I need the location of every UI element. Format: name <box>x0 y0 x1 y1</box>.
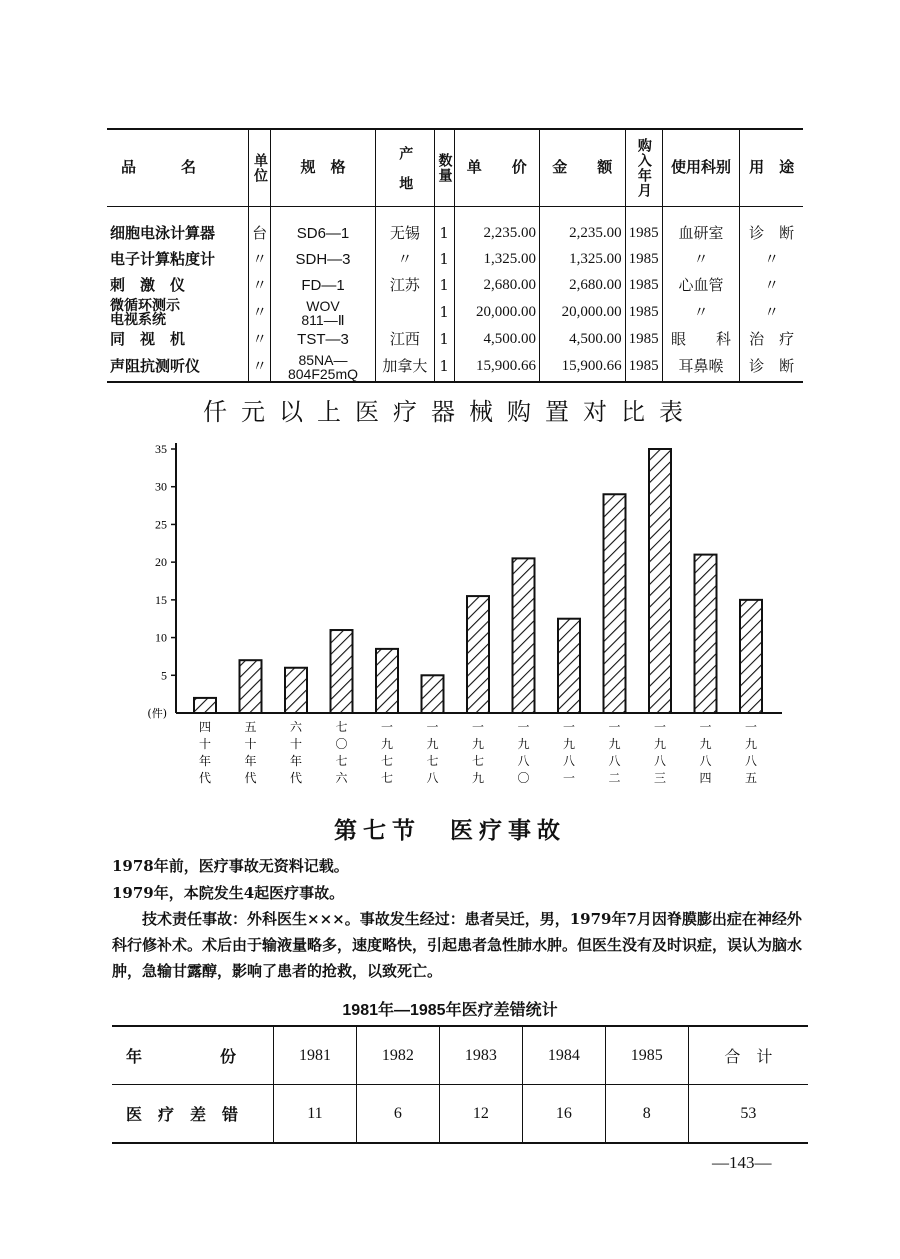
value-cell: 12 <box>439 1085 522 1144</box>
x-tick-label: 八 <box>562 754 576 768</box>
cell-qty: 1 <box>434 327 454 353</box>
cell-name: 刺 激 仪 <box>110 276 186 295</box>
cell-unit: 台 <box>249 207 271 248</box>
cell-origin: 加拿大 <box>375 353 434 382</box>
bar <box>376 649 398 713</box>
cell-origin: 无锡 <box>375 207 434 248</box>
year-cell: 1981 <box>274 1026 357 1085</box>
y-tick-label: 10 <box>155 630 167 645</box>
cell-price: 1,325.00 <box>454 247 540 273</box>
section-title: 第七节 医疗事故 <box>334 817 566 844</box>
cell-use: 诊 断 <box>740 353 803 382</box>
page-number: —143— <box>712 1153 772 1172</box>
year-cell: 1984 <box>522 1026 605 1085</box>
total-value: 53 <box>688 1085 808 1144</box>
cell-spec-line2: 811—Ⅱ <box>301 312 345 328</box>
cell-unit: 〃 <box>249 273 271 299</box>
cell-dept: 眼 科 <box>662 327 740 353</box>
table-row <box>107 207 803 248</box>
x-tick-label: 九 <box>471 771 485 785</box>
cell-spec-line2: 804F25mQ <box>287 366 359 382</box>
x-tick-label: 十 <box>289 737 303 751</box>
x-tick-label: 一 <box>562 720 576 734</box>
header-price: 单 价 <box>454 129 540 207</box>
cell-use: 诊 断 <box>740 207 803 248</box>
x-tick-label: 代 <box>289 771 303 785</box>
x-tick-label: 五 <box>744 771 758 785</box>
cell-spec: SD6—1 <box>271 207 376 248</box>
x-tick-label: 八 <box>744 754 758 768</box>
error-stats-table <box>112 1025 808 1144</box>
x-tick-label: 九 <box>608 737 621 751</box>
cell-qty: 1 <box>434 247 454 273</box>
x-tick-label: 七 <box>335 720 348 734</box>
bar <box>285 668 307 713</box>
equipment-table <box>107 128 803 383</box>
cell-amount: 2,680.00 <box>540 273 626 299</box>
cell-price: 2,680.00 <box>454 273 540 299</box>
x-tick-label: 八 <box>608 754 621 768</box>
y-tick-label: 15 <box>155 592 167 607</box>
x-tick-label: 七 <box>426 754 439 768</box>
year-cell: 1985 <box>605 1026 688 1085</box>
cell-spec: FD—1 <box>271 273 376 299</box>
value-cell: 6 <box>356 1085 439 1144</box>
x-tick-label: 六 <box>289 720 303 734</box>
x-tick-label: 九 <box>426 737 439 751</box>
x-tick-label: 年 <box>289 754 303 768</box>
cell-price: 2,235.00 <box>454 207 540 248</box>
x-tick-label: 一 <box>744 720 758 734</box>
x-tick-label: 一 <box>517 720 530 734</box>
cell-origin <box>375 299 434 327</box>
cell-unit: 〃 <box>249 353 271 382</box>
header-dept: 使用科别 <box>662 129 740 207</box>
cell-year: 1985 <box>625 327 662 353</box>
cell-name: 同 视 机 <box>110 330 186 349</box>
cell-amount: 1,325.00 <box>540 247 626 273</box>
table-row <box>107 273 803 299</box>
x-tick-label: 〇 <box>335 737 348 751</box>
cell-qty: 1 <box>434 353 454 382</box>
x-tick-label: 七 <box>380 754 394 768</box>
cell-year: 1985 <box>625 247 662 273</box>
year-cell: 1982 <box>356 1026 439 1085</box>
x-tick-label: 八 <box>699 754 712 768</box>
paragraph: 1978年前，医疗事故无资料记载。 <box>112 857 349 875</box>
y-tick-label: 25 <box>155 517 167 532</box>
total-header: 合 计 <box>688 1026 808 1085</box>
cell-name-line1: 微循环测示 <box>110 298 180 314</box>
x-tick-label: 年 <box>244 754 257 768</box>
x-tick-label: 八 <box>653 754 667 768</box>
x-tick-label: 一 <box>471 720 485 734</box>
bar <box>740 600 762 713</box>
x-tick-label: 代 <box>198 771 212 785</box>
table-row <box>107 247 803 273</box>
y-tick-label: 5 <box>161 668 167 683</box>
table-row <box>107 353 803 382</box>
value-cell: 16 <box>522 1085 605 1144</box>
value-cell: 11 <box>274 1085 357 1144</box>
x-tick-label: 一 <box>380 720 394 734</box>
row-label-year-b: 份 <box>219 1047 236 1066</box>
cell-year: 1985 <box>625 273 662 299</box>
x-tick-label: 九 <box>517 737 530 751</box>
value-cell: 8 <box>605 1085 688 1144</box>
header-use: 用 途 <box>740 129 803 207</box>
x-tick-label: 九 <box>471 737 485 751</box>
cell-name: 细胞电泳计算器 <box>110 224 216 243</box>
cell-unit: 〃 <box>249 327 271 353</box>
cell-amount: 15,900.66 <box>540 353 626 382</box>
bar <box>331 630 353 713</box>
chart-bars <box>194 449 762 713</box>
chart-title: 仟元以上医疗器械购置对比表 <box>203 398 697 426</box>
x-tick-label: 七 <box>380 771 394 785</box>
cell-unit: 〃 <box>249 247 271 273</box>
cell-use: 〃 <box>740 299 803 327</box>
year-cell: 1983 <box>439 1026 522 1085</box>
x-tick-label: 九 <box>562 737 576 751</box>
equipment-header-row <box>107 129 803 207</box>
stats-value-row <box>112 1085 808 1144</box>
cell-origin: 江苏 <box>375 273 434 299</box>
cell-name: 声阻抗测听仪 <box>107 353 249 382</box>
row-label-year-a: 年 <box>126 1047 143 1066</box>
header-qty: 数量 <box>434 129 454 207</box>
stats-year-row <box>112 1026 808 1085</box>
header-amount: 金 额 <box>540 129 626 207</box>
cell-use: 治 疗 <box>740 327 803 353</box>
bar <box>649 449 671 713</box>
x-tick-label: 一 <box>699 720 712 734</box>
cell-spec <box>271 353 376 382</box>
x-tick-label: 一 <box>653 720 667 734</box>
cell-spec: TST—3 <box>271 327 376 353</box>
x-tick-label: 九 <box>699 737 712 751</box>
cell-name: 电子计算粘度计 <box>110 250 216 269</box>
row-label-year <box>112 1026 274 1085</box>
bar <box>467 596 489 713</box>
x-tick-label: 十 <box>198 737 212 751</box>
bar <box>695 555 717 713</box>
x-tick-label: 二 <box>608 771 621 785</box>
cell-origin: 江西 <box>375 327 434 353</box>
bar <box>422 675 444 713</box>
cell-qty: 1 <box>434 299 454 327</box>
header-name: 品 名 <box>107 129 249 207</box>
header-spec: 规 格 <box>271 129 376 207</box>
cell-amount: 20,000.00 <box>540 299 626 327</box>
paragraph: 1979年，本院发生4起医疗事故。 <box>112 884 345 902</box>
bar <box>240 660 262 713</box>
y-tick-label: 30 <box>155 479 167 494</box>
paragraph: 技术责任事故：外科医生×××。事故发生经过：患者吴迁，男，1979年7月因脊膜膨出症在神经外科行修补术。术后由于输液量略多，速度略快，引起患者急性肺水肿。但医生没有及时识症，误认为脑水肿，急输甘露醇，影响了患者的抢救，以致死亡。 <box>112 910 803 980</box>
x-tick-label: 八 <box>517 754 530 768</box>
x-tick-label: 一 <box>608 720 621 734</box>
cell-unit: 〃 <box>249 299 271 327</box>
stats-table-title: 1981年—1985年医疗差错统计 <box>342 1002 558 1019</box>
cell-origin: 〃 <box>375 247 434 273</box>
cell-price: 20,000.00 <box>454 299 540 327</box>
x-tick-label: 十 <box>244 737 257 751</box>
chart-x-labels <box>199 719 757 785</box>
cell-name-line2: 电视系统 <box>110 312 166 328</box>
cell-dept: 〃 <box>662 299 740 327</box>
bar-chart <box>0 430 900 805</box>
bar <box>604 494 626 713</box>
x-tick-label: 八 <box>426 771 439 785</box>
cell-dept: 耳鼻喉 <box>662 353 740 382</box>
x-tick-label: 九 <box>744 737 758 751</box>
table-row <box>107 327 803 353</box>
x-tick-label: 七 <box>471 754 485 768</box>
cell-dept: 心血管 <box>662 273 740 299</box>
y-axis-unit-label: (件) <box>147 707 167 720</box>
bar <box>513 558 535 713</box>
header-origin: 产 地 <box>375 129 434 207</box>
bar <box>558 619 580 713</box>
cell-dept: 〃 <box>662 247 740 273</box>
x-tick-label: 一 <box>426 720 439 734</box>
x-tick-label: 三 <box>653 771 667 785</box>
x-tick-label: 九 <box>380 737 394 751</box>
x-tick-label: 年 <box>198 754 212 768</box>
row-label-errors: 医 疗 差 错 <box>112 1085 274 1144</box>
cell-spec: SDH—3 <box>271 247 376 273</box>
cell-spec <box>271 299 376 327</box>
x-tick-label: 七 <box>335 754 348 768</box>
cell-year: 1985 <box>625 299 662 327</box>
x-tick-label: 一 <box>562 771 576 785</box>
cell-amount: 4,500.00 <box>540 327 626 353</box>
cell-spec-line1: 85NA— <box>298 352 348 368</box>
x-tick-label: 六 <box>335 771 348 785</box>
cell-name <box>107 299 249 327</box>
cell-year: 1985 <box>625 353 662 382</box>
cell-price: 4,500.00 <box>454 327 540 353</box>
cell-price: 15,900.66 <box>454 353 540 382</box>
cell-use: 〃 <box>740 273 803 299</box>
cell-dept: 血研室 <box>662 207 740 248</box>
y-tick-label: 35 <box>155 442 167 456</box>
header-unit: 单位 <box>249 129 271 207</box>
table-row <box>107 299 803 327</box>
x-tick-label: 五 <box>244 720 257 734</box>
header-year: 购入年月 <box>625 129 662 207</box>
cell-qty: 1 <box>434 207 454 248</box>
cell-amount: 2,235.00 <box>540 207 626 248</box>
y-tick-label: 20 <box>155 555 167 570</box>
cell-spec-line1: WOV <box>306 298 340 314</box>
cell-year: 1985 <box>625 207 662 248</box>
cell-qty: 1 <box>434 273 454 299</box>
x-tick-label: 四 <box>198 720 212 734</box>
x-tick-label: 九 <box>653 737 667 751</box>
cell-use: 〃 <box>740 247 803 273</box>
bar <box>194 698 216 713</box>
x-tick-label: 代 <box>244 771 257 785</box>
x-tick-label: 四 <box>699 771 712 785</box>
x-tick-label: 〇 <box>517 771 530 785</box>
